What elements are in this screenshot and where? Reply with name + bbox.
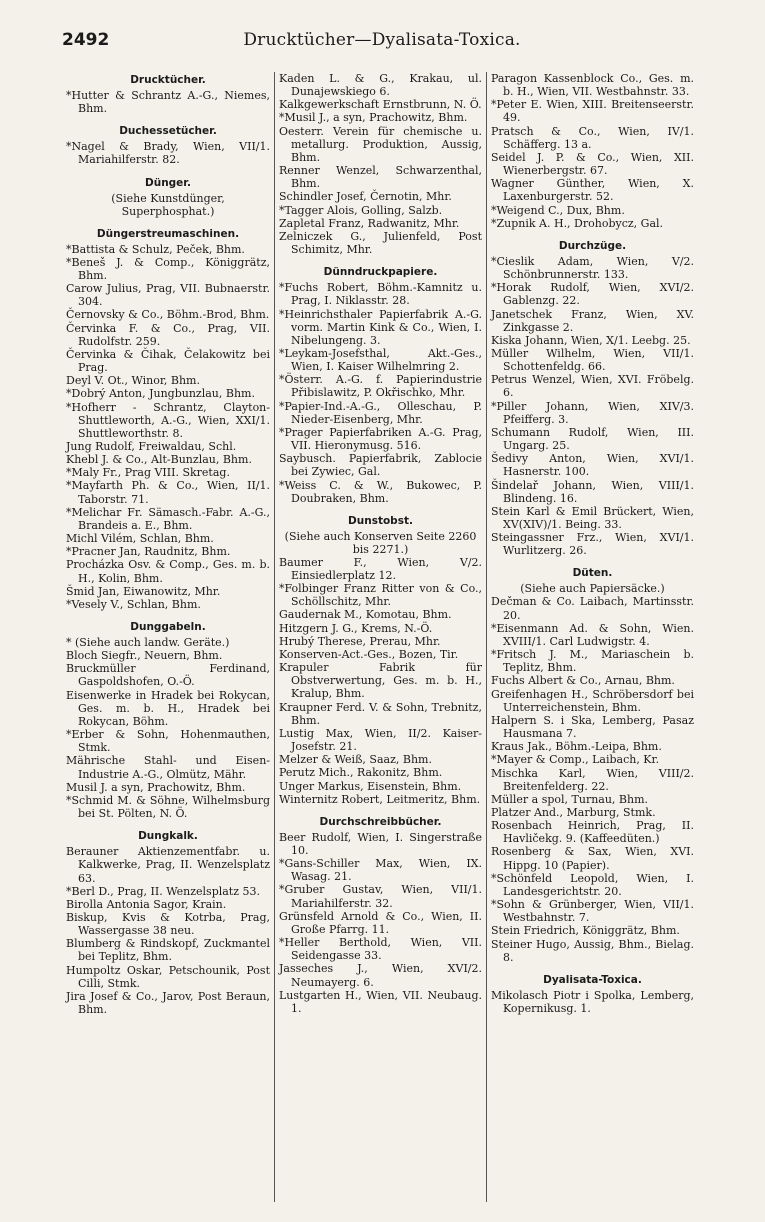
list-item: Šmid Jan, Eiwanowitz, Mhr. — [66, 584, 221, 598]
list-item: Mikolasch Piotr i Spolka, Lemberg, Kopernikusg. 1. — [491, 988, 694, 1015]
list-item: *Weiss C. & W., Bukowec, P. Doubraken, Bhm. — [279, 478, 482, 505]
section-heading: Düten. — [572, 567, 613, 580]
list-item: *Musil J., a syn, Prachowitz, Bhm. — [279, 111, 468, 125]
list-item: *Weigend C., Dux, Bhm. — [491, 203, 625, 217]
list-item: *Mayfarth Ph. & Co., Wien, II/1. Taborstr. 71. — [66, 479, 270, 506]
list-item: Renner Wenzel, Schwarzenthal, Bhm. — [279, 164, 482, 191]
list-item: Bloch Siegfr., Neuern, Bhm. — [66, 649, 223, 663]
list-item: Paragon Kassenblock Co., Ges. m. b. H., Wien, VII. Westbahnstr. 33. — [491, 72, 694, 99]
list-item: Zapletal Franz, Radwanitz, Mhr. — [279, 216, 460, 230]
list-item: *Beneš J. & Comp., Königgrätz, Bhm. — [66, 255, 270, 282]
list-item: *Erber & Sohn, Hohenmauthen, Stmk. — [66, 728, 270, 755]
list-item: Berauner Aktienzementfabr. u. Kalkwerke, Prag, II. Wenzelsplatz 63. — [66, 845, 270, 885]
list-item: Kraupner Ferd. V. & Sohn, Trebnitz, Bhm. — [279, 700, 482, 727]
list-item: *Berl D., Prag, II. Wenzelsplatz 53. — [66, 884, 261, 898]
column-2 — [274, 72, 486, 1202]
list-item: *Zupnik A. H., Drohobycz, Gal. — [491, 216, 664, 230]
list-item: *Vesely V., Schlan, Bhm. — [66, 597, 201, 611]
list-item: *Maly Fr., Prag VIII. Skretag. — [66, 466, 230, 480]
list-item: *Folbinger Franz Ritter von & Co., Schöllschitz, Mhr. — [279, 582, 482, 609]
section-note: (Siehe auch Konserven Seite 2260 bis 2271.) — [284, 529, 477, 556]
list-item: Schindler Josef, Černotin, Mhr. — [279, 190, 452, 204]
list-item: Platzer And., Marburg, Stmk. — [491, 805, 656, 819]
list-item: *Fuchs Robert, Böhm.-Kamnitz u. Prag, I. Niklasstr. 28. — [279, 281, 482, 308]
list-item: Müller Wilhelm, Wien, VII/1. Schottenfeldg. 66. — [491, 346, 694, 374]
list-item: *Prager Papierfabriken A.-G. Prag, VII. Hieronymusg. 516. — [279, 425, 482, 453]
list-item: Rosenberg & Sax, Wien, XVI. Hippg. 10 (Papier). — [491, 845, 694, 872]
list-item: *Fritsch J. M., Mariaschein b. Teplitz, Bhm. — [491, 648, 694, 675]
list-item: Steingassner Frz., Wien, XVI/1. Wurlitzerg. 26. — [491, 531, 694, 558]
section — [66, 74, 270, 115]
list-item: Bruckmüller Ferdinand, Gaspoldshofen, O.-Ö. — [66, 662, 270, 689]
list-item: Eisenwerke in Hradek bei Rokycan, Ges. m. b. H., Hradek bei Rokycan, Böhm. — [66, 688, 270, 728]
list-item: Procházka Osv. & Comp., Ges. m. b. H., Kolin, Bhm. — [66, 558, 270, 585]
column-1 — [62, 72, 274, 1202]
entry-list — [66, 845, 270, 1016]
list-item: * (Siehe auch landw. Geräte.) — [66, 636, 230, 649]
list-item: Hitzgern J. G., Krems, N.-Ö. — [279, 621, 433, 635]
list-item: *Schmid M. & Söhne, Wilhelmsburg bei St. Pölten, N. Ö. — [66, 793, 270, 821]
list-item: Michl Vilém, Schlan, Bhm. — [66, 532, 214, 546]
column-3 — [486, 72, 698, 1202]
list-item: Jira Josef & Co., Jarov, Post Beraun, Bhm. — [66, 989, 270, 1017]
list-item: *Cieslik Adam, Wien, V/2. Schönbrunnerstr. 133. — [491, 254, 694, 282]
list-item: *Sohn & Grünberger, Wien, VII/1. Westbahnstr. 7. — [491, 898, 694, 925]
list-item: Janetschek Franz, Wien, XV. Zinkgasse 2. — [491, 307, 694, 334]
column-container — [62, 72, 702, 1202]
list-item: Grünsfeld Arnold & Co., Wien, II. Große Pfarrg. 11. — [279, 909, 482, 936]
list-item: Carow Julius, Prag, VII. Bubnaerstr. 304. — [66, 282, 270, 309]
list-item: Schumann Rudolf, Wien, III. Ungarg. 25. — [491, 425, 694, 453]
list-item: Unger Markus, Eisenstein, Bhm. — [279, 779, 462, 793]
list-item: *Melichar Fr. Sämasch.-Fabr. A.-G., Brandeis a. E., Bhm. — [66, 505, 270, 532]
list-item: *Tagger Alois, Golling, Salzb. — [279, 203, 443, 217]
list-item: *Heinrichsthaler Papierfabrik A.-G. vorm. Martin Kink & Co., Wien, I. Nibelungeng. 3. — [279, 307, 482, 347]
list-item: Baumer F., Wien, V/2. Einsiedlerplatz 12. — [279, 555, 482, 582]
page-header — [62, 30, 702, 60]
list-item: *Österr. A.-G. f. Papierindustrie Přibislawitz, P. Okřischko, Mhr. — [279, 373, 482, 400]
list-item: Mischka Karl, Wien, VIII/2. Breitenfelderg. 22. — [491, 766, 694, 793]
list-item: Blumberg & Rindskopf, Zuckmantel bei Teplitz, Bhm. — [66, 937, 270, 964]
section-heading: Dungkalk. — [138, 830, 198, 843]
list-item: Dečman & Co. Laibach, Martinsstr. 20. — [491, 595, 694, 622]
entry-list — [279, 281, 482, 505]
list-item: Musil J. a syn, Prachowitz, Bhm. — [66, 780, 246, 794]
entry-list — [66, 89, 270, 115]
section-heading: Duchessetücher. — [119, 125, 217, 138]
section-heading: Durchschreibbücher. — [319, 815, 442, 828]
list-item: Kraus Jak., Böhm.-Leipa, Bhm. — [491, 740, 662, 754]
list-item: Müller a spol, Turnau, Bhm. — [491, 792, 649, 806]
list-item: Deyl V. Ot., Winor, Bhm. — [66, 374, 200, 388]
entry-list — [66, 140, 270, 166]
list-item: *Hutter & Schrantz A.-G., Niemes, Bhm. — [66, 89, 270, 116]
section — [66, 177, 270, 218]
entry-list — [279, 556, 482, 806]
list-item: Jasseches J., Wien, XVI/2. Neumayerg. 6. — [279, 962, 482, 989]
section-heading: Dünndruckpapiere. — [323, 266, 438, 279]
section — [279, 515, 482, 806]
entry-list — [491, 255, 694, 558]
list-item: Petrus Wenzel, Wien, XVI. Fröbelg. 6. — [491, 373, 694, 400]
list-item: Gaudernak M., Komotau, Bhm. — [279, 608, 452, 622]
list-item: Beer Rudolf, Wien, I. Singerstraße 10. — [279, 830, 482, 857]
list-item: *Nagel & Brady, Wien, VII/1. Mariahilferstr. 82. — [66, 140, 270, 167]
list-item: Melzer & Weiß, Saaz, Bhm. — [279, 753, 432, 767]
list-item: Humpoltz Oskar, Petschounik, Post Cilli, Stmk. — [66, 963, 270, 990]
list-item: *Battista & Schulz, Peček, Bhm. — [66, 242, 245, 256]
list-item: Seidel J. P. & Co., Wien, XII. Wienerbergstr. 67. — [491, 150, 694, 178]
list-item: Kiska Johann, Wien, X/1. Leebg. 25. — [491, 333, 691, 347]
list-item: Hrubý Therese, Prerau, Mhr. — [279, 634, 441, 648]
list-item: *Pracner Jan, Raudnitz, Bhm. — [66, 545, 231, 559]
list-item: Konserven-Act.-Ges., Bozen, Tir. — [279, 647, 459, 661]
list-item: Khebl J. & Co., Alt-Bunzlau, Bhm. — [66, 453, 252, 467]
page-number: 2492 — [62, 30, 110, 50]
section — [66, 125, 270, 166]
list-item: Rosenbach Heinrich, Prag, II. Havličekg. 9. (Kaffeedüten.) — [491, 819, 694, 846]
section — [491, 974, 694, 1015]
section-heading: Dünger. — [145, 176, 191, 189]
list-item: Oesterr. Verein für chemische u. metallurg. Produktion, Aussig, Bhm. — [279, 124, 482, 164]
section — [279, 816, 482, 1015]
list-item: Biskup, Kvis & Kotrba, Prag, Wassergasse 38 neu. — [66, 910, 270, 938]
section-heading: Düngerstreumaschinen. — [96, 227, 240, 240]
list-item: Wagner Günther, Wien, X. Laxenburgerstr. 52. — [491, 177, 694, 204]
section — [491, 240, 694, 558]
list-item: *Leykam-Josefsthal, Akt.-Ges., Wien, I. Kaiser Wilhelmring 2. — [279, 346, 482, 374]
list-item: Černovsky & Co., Böhm.-Brod, Bhm. — [66, 308, 270, 322]
list-item: *Peter E. Wien, XIII. Breitenseerstr. 49. — [491, 98, 694, 125]
list-item: Lustgarten H., Wien, VII. Neubaug. 1. — [279, 988, 482, 1015]
section — [279, 266, 482, 505]
list-item: *Dobrý Anton, Jungbunzlau, Bhm. — [66, 387, 255, 401]
list-item: *Horak Rudolf, Wien, XVI/2. Gablenzg. 22. — [491, 281, 694, 308]
section-note: (Siehe Kunstdünger, Superphosphat.) — [111, 191, 225, 218]
list-item: Stein Karl & Emil Brückert, Wien, XV(XIV)/1. Being. 33. — [491, 504, 694, 531]
entry-list — [279, 831, 482, 1015]
list-item: Pratsch & Co., Wien, IV/1. Schäfferg. 13 a. — [491, 124, 694, 151]
section — [491, 567, 694, 963]
section-note: (Siehe auch Papiersäcke.) — [520, 582, 665, 596]
list-item: Halpern S. i Ska, Lemberg, Pasaz Hausmana 7. — [491, 713, 694, 741]
list-item: Červinka F. & Co., Prag, VII. Rudolfstr. 259. — [66, 321, 270, 348]
list-item: *Heller Berthold, Wien, VII. Seidengasse 33. — [279, 936, 482, 963]
section-heading: Dunstobst. — [348, 514, 413, 527]
list-item: Zelniczek G., Julienfeld, Post Schimitz, Mhr. — [279, 229, 482, 257]
list-item: *Schönfeld Leopold, Wien, I. Landesgerichtstr. 20. — [491, 871, 694, 898]
list-item: Stein Friedrich, Königgrätz, Bhm. — [491, 924, 680, 938]
running-title: Drucktücher—Dyalisata-Toxica. — [243, 30, 521, 50]
entry-list — [66, 243, 270, 611]
list-item: Šindelař Johann, Wien, VIII/1. Blindeng. 16. — [491, 478, 694, 505]
list-item: Kaden L. & G., Krakau, ul. Dunajewskiego 6. — [279, 72, 482, 99]
section — [491, 72, 694, 230]
section — [66, 830, 270, 1016]
list-item: Perutz Mich., Rakonitz, Bhm. — [279, 766, 443, 780]
list-item: Steiner Hugo, Aussig, Bhm., Bielag. 8. — [491, 937, 694, 964]
list-item: Mährische Stahl- und Eisen-Industrie A.-G., Olmütz, Mähr. — [66, 754, 270, 781]
list-item: Šedivy Anton, Wien, XVI/1. Hasnerstr. 100. — [491, 452, 694, 479]
list-item: Fuchs Albert & Co., Arnau, Bhm. — [491, 674, 675, 688]
list-item: *Gans-Schiller Max, Wien, IX. Wasag. 21. — [279, 857, 482, 884]
list-item: Birolla Antonia Sagor, Krain. — [66, 897, 227, 911]
section-heading: Drucktücher. — [130, 74, 206, 86]
entry-list — [491, 72, 694, 230]
section-heading: Durchzüge. — [558, 239, 627, 252]
list-item: Winternitz Robert, Leitmeritz, Bhm. — [279, 792, 481, 806]
list-item: *Piller Johann, Wien, XIV/3. Pfeifferg. 3. — [491, 399, 694, 426]
list-item: *Hofherr - Schrantz, Clayton-Shuttleworth, A.-G., Wien, XXI/1. Shuttleworthstr. 8. — [66, 400, 270, 440]
section-heading: Dunggabeln. — [130, 621, 206, 633]
list-item: Lustig Max, Wien, II/2. Kaiser-Josefstr. 21. — [279, 726, 482, 754]
section-heading: Dyalisata-Toxica. — [543, 973, 642, 986]
list-item: *Eisenmann Ad. & Sohn, Wien. XVIII/1. Carl Ludwigstr. 4. — [491, 621, 694, 648]
entry-list — [66, 636, 270, 820]
list-item: Krapuler Fabrik für Obstverwertung, Ges. m. b. H., Kralup, Bhm. — [279, 661, 482, 701]
list-item: Saybusch. Papierfabrik, Zablocie bei Zywiec, Gal. — [279, 452, 482, 479]
section — [66, 621, 270, 820]
list-item: Červinka & Čihak, Čelakowitz bei Prag. — [66, 347, 270, 375]
list-item: *Papier-Ind.-A.-G., Olleschau, P. Nieder-Eisenberg, Mhr. — [279, 399, 482, 426]
section — [279, 72, 482, 256]
list-item: Kalkgewerkschaft Ernstbrunn, N. Ö. — [279, 98, 482, 112]
entry-list — [279, 72, 482, 256]
list-item: *Gruber Gustav, Wien, VII/1. Mariahilferstr. 32. — [279, 883, 482, 910]
entry-list — [491, 595, 694, 963]
list-item: *Mayer & Comp., Laibach, Kr. — [491, 753, 660, 767]
list-item: Jung Rudolf, Freiwaldau, Schl. — [66, 439, 237, 453]
section — [66, 228, 270, 611]
entry-list — [491, 989, 694, 1015]
list-item: Greifenhagen H., Schröbersdorf bei Unterreichenstein, Bhm. — [491, 687, 694, 714]
